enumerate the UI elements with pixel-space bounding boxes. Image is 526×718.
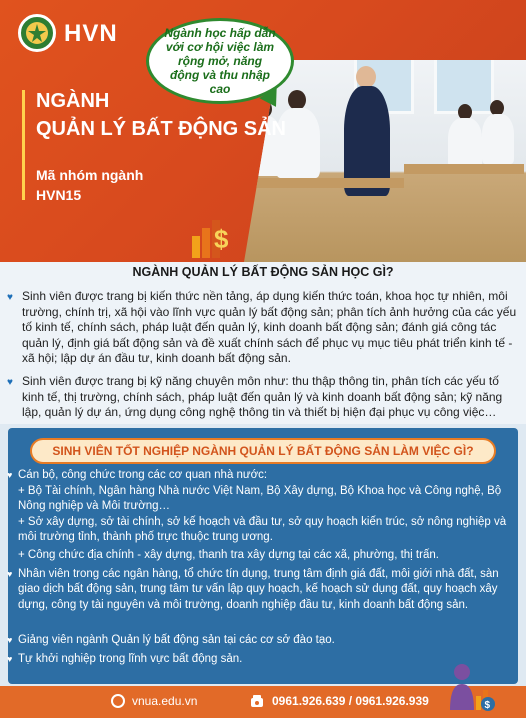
logo-emblem-icon bbox=[24, 20, 50, 46]
highlight-bubble-text: Ngành học hấp dẫn với cơ hội việc làm rộng mở, năng động và thu nhập cao bbox=[164, 26, 276, 96]
career-item: ♥ Giảng viên ngành Quản lý bất động sản tại các cơ sở đào tạo. bbox=[18, 633, 512, 648]
career-item: ♥ Nhân viên trong các ngân hàng, tổ chức tín dụng, trung tâm định giá đất, môi giới nhà đất, sàn giao dịch bất động sản, trung tâm tư vấn lập quy hoạch, kế hoạch sử dụng đất, quy hoạch xây dựng, công ty tài nguyên và môi trường, doanh nghiệp đầu tư, kinh doanh bất động sản. bbox=[7, 568, 499, 611]
career-subitem: + Sở xây dựng, sở tài chính, sở kế hoạch và đầu tư, sở quy hoạch kiến trúc, sở nông nghiệp và môi trường tỉnh, thành phố trực thuộc trung ương. bbox=[18, 516, 507, 544]
study-paragraph: ♥ Sinh viên được trang bị kỹ năng chuyên môn như: thu thập thông tin, phân tích các yếu tố kinh tế, thị trường, chính sách, pháp luật đến quản lý và kinh doanh bất động sản; kỹ năng lập, quản lý dự án, ứng dụng công nghệ thông tin và thiết bị hiện đại phục vụ công việc… bbox=[7, 374, 503, 420]
career-heading: SINH VIÊN TỐT NGHIỆP NGÀNH QUẢN LÝ BẤT ĐỘNG SẢN LÀM VIỆC GÌ? bbox=[30, 438, 496, 464]
website-link[interactable]: vnua.edu.vn bbox=[132, 694, 198, 708]
globe-icon bbox=[111, 694, 125, 708]
title-accent-bar bbox=[22, 90, 25, 200]
career-subitem: + Bộ Tài chính, Ngân hàng Nhà nước Việt Nam, Bộ Xây dựng, Bộ Khoa học và Công nghệ, Bộ Nông nghiệp và Môi trường… bbox=[18, 485, 502, 513]
heart-bullet-icon: ♥ bbox=[7, 654, 13, 664]
svg-text:$: $ bbox=[484, 700, 491, 711]
heart-bullet-icon: ♥ bbox=[7, 292, 13, 303]
heart-bullet-icon: ♥ bbox=[7, 470, 13, 480]
career-subitem: + Công chức địa chính - xây dựng, thanh tra xây dựng tại các xã, phường, thị trấn. bbox=[18, 549, 439, 561]
student-head bbox=[288, 90, 306, 110]
brand-name: HVN bbox=[64, 20, 118, 47]
major-code-label: Mã nhóm ngành bbox=[36, 167, 144, 183]
heart-bullet-icon: ♥ bbox=[7, 635, 13, 645]
study-paragraph: ♥ Sinh viên được trang bị kiến thức nền tảng, áp dụng kiến thức toán, khoa học tự nhiên, môi trường, chính trị, xã hội vào lĩnh vực quản lý bất động sản; phân tích ảnh hưởng của các yếu tố kinh tế, chính sách, pháp luật đến quản lý, kinh doanh bất động sản; đánh giá công tác quản lý, định giá bất động sản và đề xuất chính sách để phục vụ mục tiêu phát triển kinh tế - xã hội; lập dự án đầu tư, kinh doanh bất động sản. bbox=[7, 289, 517, 366]
hero-title-line1: NGÀNH bbox=[36, 90, 110, 112]
career-item: ♥ Tự khởi nghiệp trong lĩnh vực bất động sản. bbox=[18, 652, 512, 667]
career-growth-icon bbox=[446, 660, 496, 716]
major-code-value: HVN15 bbox=[36, 187, 82, 203]
hero-title-line2: QUẢN LÝ BẤT ĐỘNG SẢN bbox=[36, 118, 286, 140]
hotline[interactable]: 0961.926.639 / 0961.926.939 bbox=[272, 694, 429, 708]
university-logo bbox=[18, 14, 56, 52]
phone-icon bbox=[250, 695, 264, 708]
career-item: ♥ Cán bộ, công chức trong các cơ quan nhà nước: bbox=[18, 468, 512, 483]
heart-bullet-icon: ♥ bbox=[7, 377, 13, 388]
desk bbox=[254, 178, 404, 188]
classroom-photo bbox=[244, 60, 526, 262]
study-heading: NGÀNH QUẢN LÝ BẤT ĐỘNG SẢN HỌC GÌ? bbox=[132, 265, 394, 279]
desk bbox=[404, 164, 524, 174]
dollar-icon bbox=[190, 214, 228, 260]
student bbox=[448, 118, 482, 168]
teacher-head bbox=[356, 66, 376, 88]
svg-text:$: $ bbox=[214, 224, 228, 254]
heart-bullet-icon: ♥ bbox=[7, 569, 13, 579]
student bbox=[482, 114, 514, 164]
